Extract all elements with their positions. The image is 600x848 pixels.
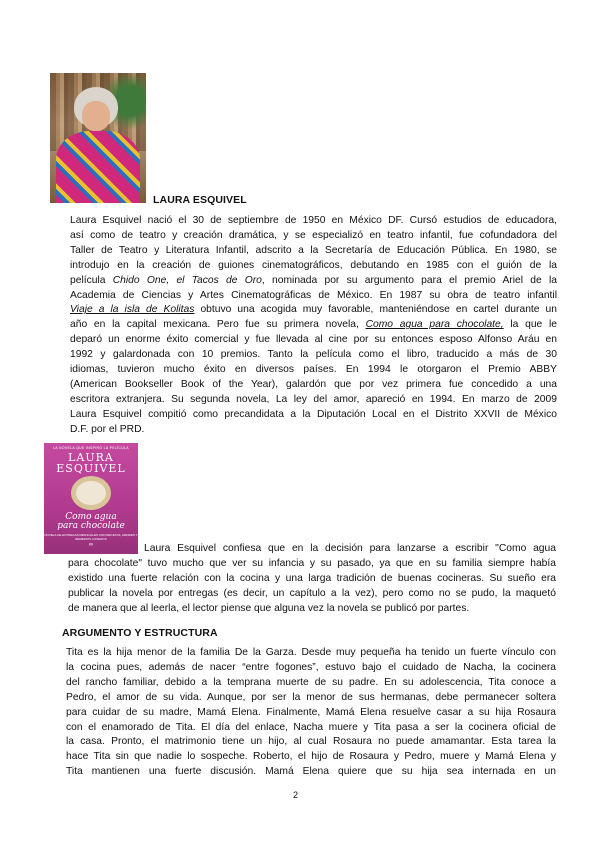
section-heading-argumento: ARGUMENTO Y ESTRUCTURA [62, 627, 218, 639]
plot-paragraph [66, 646, 556, 780]
publisher-logo-icon: ∞ [88, 542, 94, 548]
text-line: existido una fuerte relación con la cocina y una larga tradición de buenas cocineras. Su sueño era [68, 572, 556, 584]
text-segment: , nominada por su argumento para el premio Ariel de la [261, 274, 557, 286]
text-line: 1992 y galardonada con 10 premios. Tanto la película como el libro, traducido a más de 30 [70, 349, 557, 361]
text-segment: película [70, 274, 113, 286]
cover-tagline: LA NOVELA QUE INSPIRÓ LA PELÍCULA [53, 446, 129, 450]
text-line: Tita es la hija menor de la familia De la Garza. Desde muy pequeña ha tenido un fuerte vínculo con [66, 647, 556, 658]
text-line: Academia de Ciencias y Artes Cinematográficas de México. En 1987 su obra de teatro infantil [70, 289, 557, 301]
text-line: para cuidar de su madre, Mamá Elena. Finalmente, Mamá Elena resuelve casar a su hija Rosaura [66, 706, 556, 718]
text-line: introdujo en la creación de guiones cinematográficos, debutando en 1985 con el guión de la [70, 259, 557, 271]
author-photo [50, 73, 146, 203]
page-number: 2 [293, 790, 299, 800]
photo-face [82, 101, 110, 131]
text-line: del rancho familiar, debido a la temprana muerte de su padre. En su adolescencia, Tita conoce a [66, 676, 556, 688]
text-line: escritora extranjera. Su segunda novela, La ley del amor, apareció en 1994. En marzo de 2009 [70, 393, 557, 405]
photo-blouse [56, 131, 140, 203]
text-segment: año en la capital mexicana. Pero fue su primera novela, [70, 319, 366, 331]
text-line: así como de teatro y creación dramática, y se especializó en teatro infantil, fue cofundadora del [70, 229, 557, 241]
text-line: Laura Esquivel nació el 30 de septiembre de 1950 en México DF. Cursó estudios de educadora, [70, 215, 557, 226]
text-segment: obtuvo una acogida muy favorable, manteniéndose en cartel durante un [194, 304, 557, 316]
text-line: D.F. por el PRD. [70, 423, 145, 435]
cover-title-line: Como agua [65, 512, 117, 522]
text-line: Pedro, el amor de su vida. Aunque, por ser la menor de sus hermanas, debe permanecer soltera [66, 691, 556, 703]
text-line [70, 318, 557, 333]
text-line: con el enamorado de Tita. El día del enlace, Nacha muere y Tita pasa a ser la cocinera oficial de [66, 721, 556, 733]
text-line: deparó un enorme éxito comercial y fue llevada al cine por su entonces esposo Alfonso Aráu en [70, 334, 557, 346]
book-cover-image [44, 443, 138, 554]
cover-wreath-illustration [71, 476, 111, 510]
text-line: la casa. Pronto, el matrimonio tiene un hijo, al cual Rosaura no puede amamantar. Esta tarea la [66, 736, 556, 748]
text-segment: la que le [503, 319, 557, 331]
text-line: de manera que al leerla, el lector piense que alguna vez la novela se publicó por partes. [68, 602, 470, 614]
text-line: publicar la novela por entregas (es decir, un capítulo a la vez), pero como no se pudo, la maquetó [68, 587, 556, 599]
novel-title-link[interactable]: Como agua para chocolate, [365, 319, 504, 331]
text-line: idiomas, tuvieron mucho éxito en diversos países. En 1994 le otorgaron el Premio ABBY [70, 364, 557, 376]
film-title-italic: Chido One, el Tacos de Oro [112, 274, 262, 286]
text-line: Taller de Teatro y Literatura Infantil, adscrito a la Secretaría de Educación Pública. En 1980, se [70, 244, 557, 256]
section-heading-laura-esquivel: LAURA ESQUIVEL [153, 194, 247, 206]
text-line [70, 303, 557, 318]
text-line: para chocolate" tuvo mucho que ver su infancia y su pasado, ya que en su familia siempre había [68, 557, 556, 569]
cover-author: LAURA ESQUIVEL [56, 451, 126, 475]
play-title-link[interactable]: Viaje a la isla de Kolitas [70, 304, 195, 316]
text-line [70, 274, 557, 289]
biography-paragraph [70, 214, 557, 438]
text-line: Laura Esquivel compitió como precandidata a la Diputación Local en el Distrito XXVII de México [70, 408, 557, 420]
text-line: (American Bookseller Book of the Year), galardón que por vez primera fue concedido a una [70, 378, 557, 390]
inspiration-paragraph [68, 542, 556, 617]
cover-title [44, 513, 138, 531]
cover-title-line: para chocolate [57, 521, 125, 531]
text-line: Tita mantienen una fuerte discusión. Mamá Elena quiere que su hija sea internada en un [66, 766, 556, 778]
text-line: hace Tita sin que nadie lo sospeche. Roberto, el hijo de Rosaura y Pedro, muere y Mamá Elena y [66, 751, 556, 763]
cover-subtitle: NOVELA DE ENTREGAS MENSUALES CON RECETAS, AMORES Y REMEDIOS CASEROS [44, 533, 138, 541]
text-line: la cocina pues, además de nacer “entre fogones”, estuvo bajo el cuidado de Nacha, la cocinera [66, 661, 556, 673]
text-line: Laura Esquivel confiesa que en la decisión para lanzarse a escribir "Como agua [144, 543, 556, 554]
